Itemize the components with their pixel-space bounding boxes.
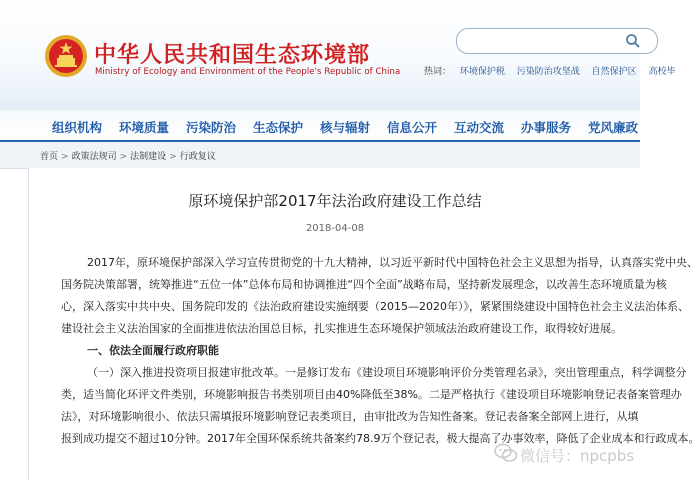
site-header	[0, 0, 676, 110]
nav-item-environment-quality[interactable]: 环境质量	[119, 120, 170, 135]
wechat-watermark	[494, 440, 640, 468]
nav-item-interaction[interactable]: 互动交流	[454, 120, 505, 135]
nav-item-nuclear-radiation[interactable]: 核与辐射	[320, 120, 371, 135]
paragraph-line: 国务院决策部署，统筹推进“五位一体”总体布局和协调推进“四个全面”战略布局，坚持新发展理念，以改善生态环境质量为核	[61, 278, 667, 291]
breadcrumb-legal-construction[interactable]: 法制建设	[130, 152, 167, 162]
national-emblem-icon[interactable]	[44, 34, 88, 78]
hot-words	[424, 64, 685, 77]
section-heading: 一、依法全面履行政府职能	[87, 344, 219, 357]
search-icon[interactable]	[625, 33, 641, 49]
paragraph-line: 报到成功提交不超过10分钟。2017年全国环保系统共备案约78.9万个登记表，极大提高了办事效率，降低了企业成本和行政成本。	[61, 432, 699, 445]
paragraph-line: 2017年，原环境保护部深入学习宣传贯彻党的十九大精神，以习近平新时代中国特色社会主义思想为指导，认真落实党中央、	[87, 256, 698, 269]
hot-link[interactable]: 污染防治攻坚战	[516, 67, 580, 77]
article-title: 原环境保护部2017年法治政府建设工作总结	[188, 192, 482, 210]
paragraph-line: （一）深入推进投资项目报建审批改革。一是修订发布《建设项目环境影响评价分类管理名录》，突出管理重点，科学调整分	[87, 366, 687, 379]
site-title-en: Ministry of Ecology and Environment of the People's Republic of China	[95, 67, 401, 77]
breadcrumb-home[interactable]: 首页	[40, 152, 59, 162]
paragraph-line: 法》，对环境影响很小、依法只需填报环境影响登记表类项目，由审批改为告知性备案。登记表备案全部网上进行，从填	[61, 410, 639, 423]
hot-link[interactable]: 高校毕	[648, 67, 676, 77]
breadcrumb-admin-review[interactable]: 行政复议	[179, 152, 216, 162]
nav-item-ecological-protection[interactable]: 生态保护	[253, 120, 304, 135]
article-date: 2018-04-08	[305, 223, 365, 234]
nav-item-organization[interactable]: 组织机构	[52, 120, 103, 135]
search-box[interactable]	[456, 28, 658, 54]
site-title-cn[interactable]: 中华人民共和国生态环境部	[94, 43, 371, 68]
hot-link[interactable]: 环境保护税	[459, 67, 505, 77]
main-nav	[0, 110, 640, 142]
hot-words-label: 热词：	[424, 67, 452, 77]
paragraph-line: 心，深入落实中共中央、国务院印发的《法治政府建设实施纲要（2015—2020年）》，紧紧围绕建设中国特色社会主义法治体系、	[61, 300, 689, 313]
nav-item-services[interactable]: 办事服务	[521, 120, 572, 135]
paragraph-line: 建设社会主义法治国家的全面推进依法治国总目标，扎实推进生态环境保护领域法治政府建设工作，取得较好进展。	[61, 322, 622, 335]
breadcrumb-policy-dept[interactable]: 政策法规司	[71, 152, 117, 162]
article-content	[28, 168, 699, 480]
watermark-text: 微信号：npcpbs	[520, 447, 635, 465]
breadcrumb-separator: >	[119, 152, 128, 162]
nav-item-information-disclosure[interactable]: 信息公开	[387, 120, 438, 135]
hot-link[interactable]: 自然保护区	[591, 67, 637, 77]
breadcrumb-separator: >	[169, 152, 177, 162]
nav-item-pollution-control[interactable]: 污染防治	[186, 120, 237, 135]
wechat-icon	[494, 442, 518, 464]
nav-item-party-integrity[interactable]: 党风廉政	[588, 120, 639, 135]
search-input[interactable]	[471, 29, 625, 53]
breadcrumb-separator: >	[61, 152, 69, 162]
paragraph-line: 类，适当简化环评文件类别，环境影响报告书类别项目由40%降低至38%。二是严格执行《建设项目环境影响登记表备案管理办	[61, 388, 682, 401]
breadcrumb	[0, 142, 640, 169]
